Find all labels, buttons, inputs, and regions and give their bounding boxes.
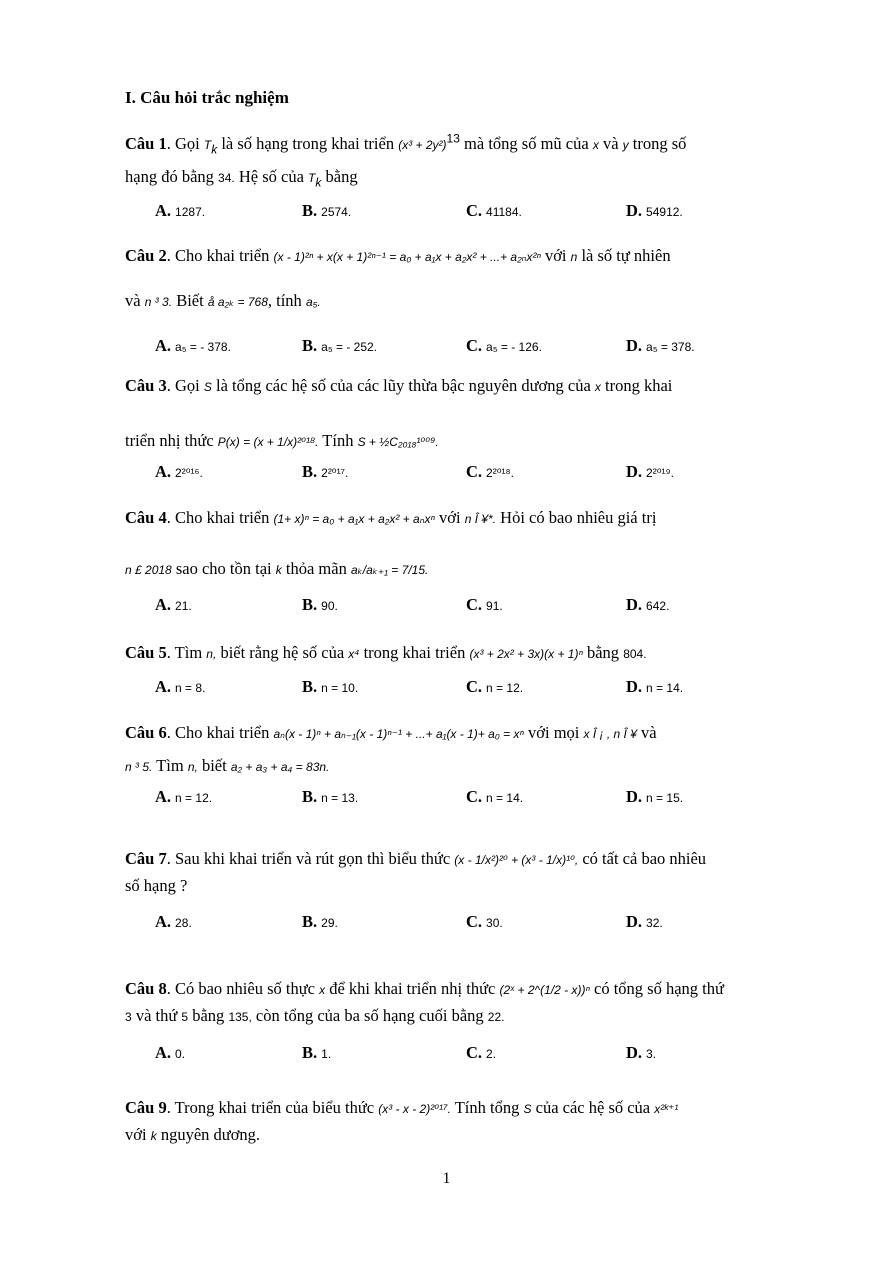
question-6: Câu 6. Cho khai triển aₙ(x - 1)ⁿ + aₙ₋₁(x - 1)ⁿ⁻¹ + ...+ a₁(x - 1)+ a₀ = xⁿ với mọi x Î ¡ , n Î ¥ và n ³ 5. Tìm n, biết a₂ + a₃ + a₄ = 83n. (125, 723, 657, 775)
question-number: Câu 7 (125, 849, 167, 868)
option-b[interactable]: B. 2574. (302, 201, 352, 220)
option-d[interactable]: D. 3. (626, 1043, 657, 1062)
option-b[interactable]: B. n = 13. (302, 787, 359, 806)
question-number: Câu 2 (125, 246, 167, 265)
option-d[interactable]: D. 2²⁰¹⁹. (626, 462, 674, 481)
question-number: Câu 8 (125, 979, 167, 998)
option-c[interactable]: C. 30. (466, 912, 503, 931)
option-a[interactable]: A. a₅ = - 378. (155, 336, 231, 355)
options-q3 (155, 462, 815, 486)
question-8: Câu 8. Có bao nhiêu số thực x để khi khai triển nhị thức (2ˣ + 2^(1/2 - x))ⁿ có tổng số hạng thứ 3 và thứ 5 bằng 135, còn tổng của ba số hạng cuối bằng 22. (125, 979, 724, 1025)
question-number: Câu 5 (125, 643, 167, 662)
question-1: Câu 1. Gọi $T_k$ là số hạng trong khai triển $(x^3 + 2y^2)^{13}$ mà tổng số mũ của x và y trong số hạng đó bằng 34. Hệ số của $T_k$ bằng (125, 131, 687, 190)
options-q2 (155, 336, 815, 360)
question-5: Câu 5. Tìm n, biết rằng hệ số của x⁴ trong khai triển (x³ + 2x² + 3x)(x + 1)ⁿ bằng 804. (125, 643, 647, 662)
option-d[interactable]: D. 642. (626, 595, 670, 614)
question-number: Câu 3 (125, 376, 167, 395)
question-number: Câu 4 (125, 508, 167, 527)
option-d[interactable]: D. 32. (626, 912, 663, 931)
option-a[interactable]: A. n = 8. (155, 677, 206, 696)
option-b[interactable]: B. n = 10. (302, 677, 359, 696)
option-a[interactable]: A. 1287. (155, 201, 206, 220)
option-d[interactable]: D. n = 15. (626, 787, 684, 806)
options-q6 (155, 787, 815, 811)
option-b[interactable]: B. 2²⁰¹⁷. (302, 462, 349, 481)
option-c[interactable]: C. a₅ = - 126. (466, 336, 542, 355)
question-number: Câu 9 (125, 1098, 167, 1117)
question-2: Câu 2. Cho khai triển (x - 1)²ⁿ + x(x + 1)²ⁿ⁻¹ = a₀ + a₁x + a₂x² + ...+ a₂ₙx²ⁿ với n là số tự nhiên và n ³ 3. Biết å a₂ₖ = 768, tính a₅. (125, 246, 671, 310)
question-3: Câu 3. Gọi S là tổng các hệ số của các lũy thừa bậc nguyên dương của x trong khai triển nhị thức P(x) = (x + 1/x)²⁰¹⁸. Tính S + ½C₂₀₁₈¹⁰⁰⁹. (125, 376, 673, 450)
option-a[interactable]: A. 2²⁰¹⁶. (155, 462, 203, 481)
options-q1 (155, 201, 815, 225)
question-7: Câu 7. Sau khi khai triển và rút gọn thì biểu thức (x - 1/x²)²⁰ + (x³ - 1/x)¹⁰, có tất cả bao nhiêu số hạng ? (125, 849, 707, 895)
option-d[interactable]: D. n = 14. (626, 677, 684, 696)
options-q5 (155, 677, 815, 701)
option-c[interactable]: C. 2. (466, 1043, 497, 1062)
option-c[interactable]: C. 41184. (466, 201, 522, 220)
option-a[interactable]: A. 0. (155, 1043, 186, 1062)
option-a[interactable]: A. 28. (155, 912, 192, 931)
option-c[interactable]: C. 91. (466, 595, 503, 614)
options-q8 (155, 1043, 815, 1067)
option-b[interactable]: B. 90. (302, 595, 338, 614)
option-b[interactable]: B. 29. (302, 912, 338, 931)
option-b[interactable]: B. 1. (302, 1043, 332, 1062)
question-number: Câu 6 (125, 723, 167, 742)
option-c[interactable]: C. n = 12. (466, 677, 524, 696)
options-q7 (155, 912, 815, 936)
option-b[interactable]: B. a₅ = - 252. (302, 336, 378, 355)
question-9: Câu 9. Trong khai triển của biểu thức (x³ - x - 2)²⁰¹⁷. Tính tổng S của các hệ số của x²ᵏ⁺¹ với k nguyên dương. (125, 1098, 679, 1144)
option-a[interactable]: A. 21. (155, 595, 192, 614)
options-q4 (155, 595, 815, 619)
question-number: Câu 1 (125, 134, 167, 153)
page-number: 1 (442, 1170, 451, 1187)
option-d[interactable]: D. a₅ = 378. (626, 336, 695, 355)
section-title: I. Câu hỏi trắc nghiệm (125, 88, 289, 107)
option-c[interactable]: C. 2²⁰¹⁸. (466, 462, 514, 481)
option-c[interactable]: C. n = 14. (466, 787, 524, 806)
option-d[interactable]: D. 54912. (626, 201, 683, 220)
question-4: Câu 4. Cho khai triển (1+ x)ⁿ = a₀ + a₁x + a₂x² + aₙxⁿ với n Î ¥*. Hỏi có bao nhiêu giá trị n £ 2018 sao cho tồn tại k thỏa mãn aₖ/aₖ₊₁ = 7/15. (125, 508, 657, 578)
option-a[interactable]: A. n = 12. (155, 787, 213, 806)
